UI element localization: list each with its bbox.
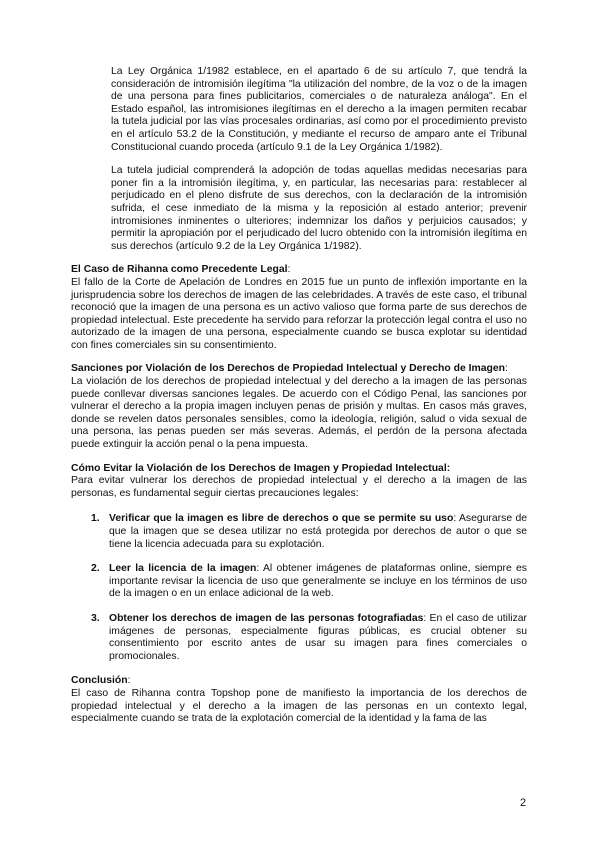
list-item-number: 1. [91, 513, 100, 525]
list-item [71, 613, 527, 663]
paragraph-sanciones: La violación de los derechos de propiedad intelectual y del derecho a la imagen de las personas puede conllevar diversas sanciones legales. De acuerdo con el Código Penal, las sanciones por vulnerar el derecho a la propia imagen incluyen penas de prisión y multas. En casos más graves, donde se revelen datos personales sensibles, como la ideología, religión, salud o vida sexual de una persona, las penas pueden ser más severas. Además, el perdón de la persona afectada puede extinguir la acción penal o la pena impuesta. [71, 376, 527, 451]
list-item [71, 513, 527, 551]
page-number: 2 [520, 797, 527, 809]
list-item-title: Obtener los derechos de imagen de las personas fotografiadas [109, 612, 424, 624]
list-item [71, 563, 527, 601]
precautions-list [71, 513, 527, 663]
heading-conclusion-text: Conclusión [71, 675, 128, 687]
heading-conclusion-colon: : [127, 675, 131, 687]
heading-rihanna-text: El Caso de Rihanna como Precedente Legal [71, 264, 288, 276]
heading-como-evitar: Cómo Evitar la Violación de los Derechos de Imagen y Propiedad Intelectual: [71, 462, 451, 474]
heading-sanciones-colon: : [505, 363, 508, 375]
paragraph-conclusion: El caso de Rihanna contra Topshop pone de manifiesto la importancia de los derechos de propiedad intelectual y el derecho a la imagen de las personas en un contexto legal, especialmente cuando se trata de la explotación comercial de la identidad y la fama de las [71, 687, 527, 725]
paragraph-tutela-judicial: La tutela judicial comprenderá la adopción de todas aquellas medidas necesarias para poner fin a la intromisión ilegítima, y, en particular, las necesarias para: restablecer al perjudicado en el pleno disfrute de sus derechos, con la declaración de la intromisión sufrida, el cese inmediato de la misma y la reposición al estado anterior; prevenir intromisiones inminentes o ulteriores; indemnizar los daños y perjuicios causados; y permitir la apropiación por el perjudicado del lucro obtenido con la intromisión ilegítima en sus derechos (artículo 9.2 de la Ley Orgánica 1/1982). [111, 165, 527, 252]
document-page [71, 66, 527, 726]
heading-sanciones [71, 363, 527, 376]
heading-rihanna-colon: : [287, 264, 291, 276]
list-item-text: : Al obtener imágenes de plataformas online, siempre es importante revisar la licencia de uso que generalmente se incluye en los términos de uso de la imagen o en un enlace adicional de la web. [109, 563, 527, 600]
list-item-title: Leer la licencia de la imagen [109, 563, 257, 575]
list-item-text: : Asegurarse de que la imagen que se desea utilizar no está protegida por derechos de autor o que se tiene la licencia adecuada para su explotación. [109, 513, 528, 550]
paragraph-ley-organica: La Ley Orgánica 1/1982 establece, en el apartado 6 de su artículo 7, que tendrá la consideración de intromisión ilegítima "la utilización del nombre, de la voz o de la imagen de una persona para fines publicitarios, comerciales o de naturaleza análoga". En el Estado español, las intromisiones ilegítimas en el derecho a la imagen permiten recabar la tutela judicial por las vías procesales ordinarias, así como por el procedimiento previsto en el artículo 53.2 de la Constitución, y mediante el recurso de amparo ante el Tribunal Constitucional cuando proceda (artículo 9.1 de la Ley Orgánica 1/1982). [111, 66, 527, 153]
heading-rihanna-case [71, 264, 527, 277]
paragraph-rihanna-case: El fallo de la Corte de Apelación de Londres en 2015 fue un punto de inflexión importante en la jurisprudencia sobre los derechos de imagen de las celebridades. A través de este caso, el tribunal reconoció que la imagen de una persona es un activo valioso que forma parte de sus derechos de propiedad intelectual. Este precedente ha servido para reforzar la protección legal contra el uso no autorizado de la imagen de una persona, especialmente cuando se busca explotar su identidad con fines comerciales sin su consentimiento. [71, 276, 527, 351]
list-item-number: 2. [91, 563, 100, 575]
list-item-number: 3. [91, 612, 100, 624]
heading-conclusion [71, 675, 527, 688]
list-item-title: Verificar que la imagen es libre de derechos o que se permite su uso [109, 513, 454, 525]
list-item-text: : En el caso de utilizar imágenes de personas, especialmente figuras públicas, es crucial obtener su consentimiento por escrito antes de usar su imagen para fines comerciales o promocionales. [109, 612, 528, 662]
paragraph-como-evitar: Para evitar vulnerar los derechos de propiedad intelectual y el derecho a la imagen de las personas, es fundamental seguir ciertas precauciones legales: [71, 475, 527, 499]
heading-sanciones-text: Sanciones por Violación de los Derechos de Propiedad Intelectual y Derecho de Imagen [71, 363, 506, 375]
